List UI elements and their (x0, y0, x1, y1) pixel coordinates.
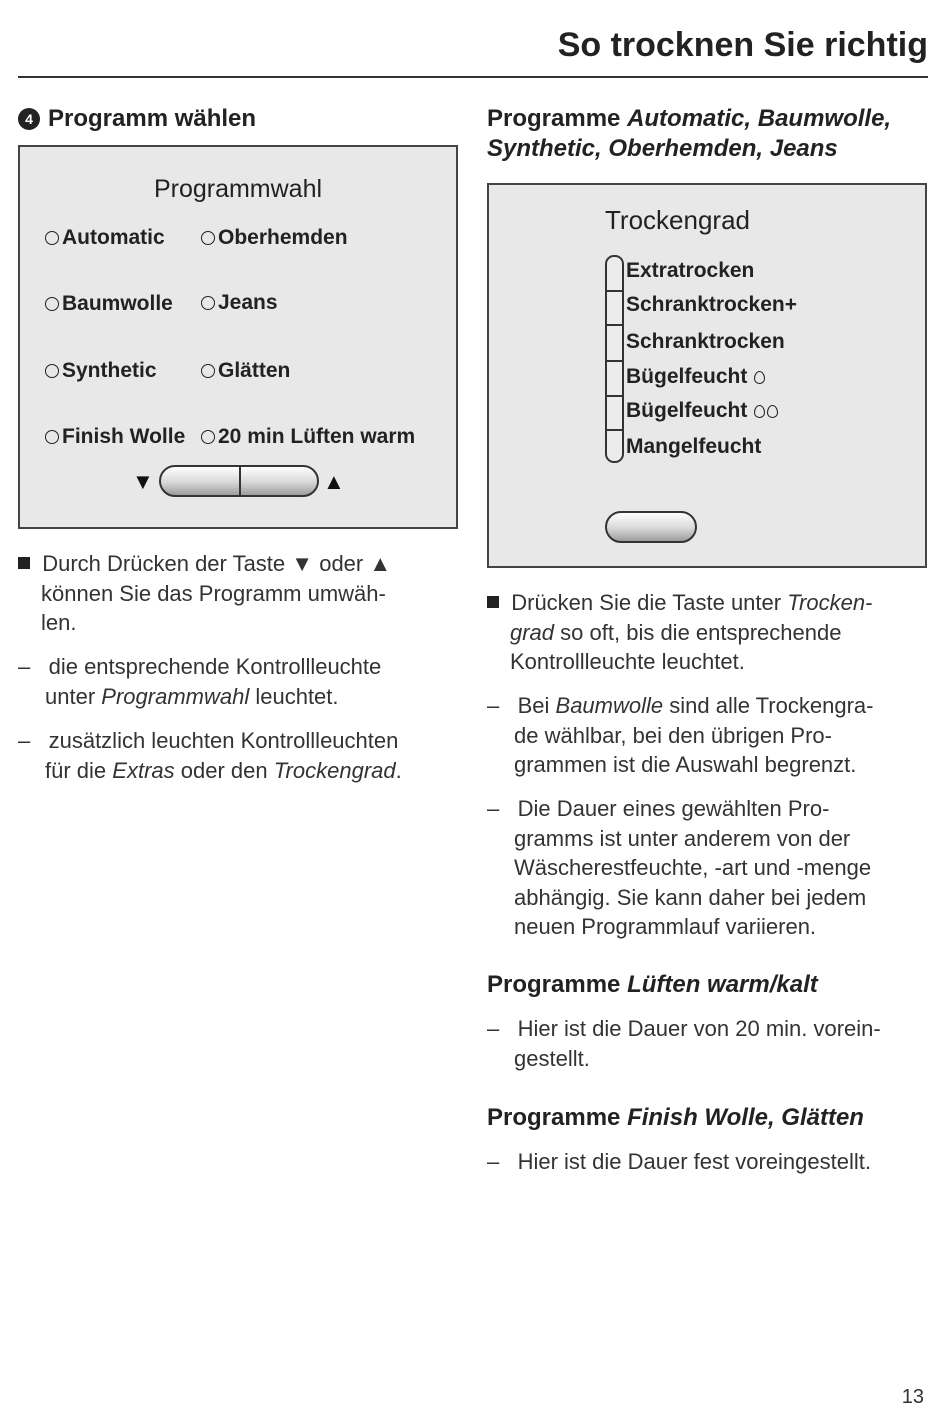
trockengrad-title: Trockengrad (605, 205, 750, 235)
water-drop-icon (754, 405, 765, 418)
water-drop-icon (754, 371, 765, 384)
indicator-light-icon (201, 364, 215, 378)
option-finish-wolle[interactable]: Finish Wolle (45, 424, 185, 450)
left-instruction: Durch Drücken der Taste ▼ oder ▲ können Sie das Programm umwäh- len. (18, 549, 458, 638)
rocker-divider (239, 467, 241, 495)
option-synthetic[interactable]: Synthetic (45, 358, 157, 384)
right-dash-item-3: – Hier ist die Dauer von 20 min. vorein- gestellt. (487, 1016, 881, 1071)
step-heading (18, 104, 256, 134)
level-extratrocken: Extratrocken (626, 259, 755, 282)
indicator-light-icon (201, 231, 215, 245)
indicator-light-icon (45, 430, 59, 444)
page-number: 13 (901, 1386, 924, 1408)
step-title: Programm wählen (48, 105, 257, 132)
level-schranktrocken-plus: Schranktrocken+ (626, 293, 797, 316)
option-automatic[interactable]: Automatic (45, 225, 165, 251)
indicator-light-icon (45, 231, 59, 245)
level-buegelfeucht-2: Bügelfeucht (626, 398, 778, 424)
right-dash-item-4: – Hier ist die Dauer fest voreingestellt. (487, 1149, 871, 1174)
step-number-badge: 4 (18, 108, 40, 130)
right-heading-2: Programme Lüften warm/kalt (487, 971, 818, 998)
level-mangelfeucht: Mangelfeucht (626, 435, 762, 458)
level-buegelfeucht-1: Bügelfeucht (626, 364, 765, 390)
indicator-light-icon (45, 364, 59, 378)
indicator-light-icon (45, 297, 59, 311)
option-glaetten[interactable]: Glätten (201, 358, 290, 384)
option-oberhemden[interactable]: Oberhemden (201, 225, 348, 251)
trockengrad-button[interactable] (605, 511, 697, 543)
trockengrad-panel (487, 183, 927, 568)
header-rule (18, 76, 928, 78)
right-heading-3: Programme Finish Wolle, Glätten (487, 1104, 864, 1131)
indicator-light-icon (201, 296, 215, 310)
dryness-level-scale (605, 255, 624, 463)
program-rocker-button[interactable] (159, 465, 319, 497)
left-dash-item-1: – die entsprechende Kontrollleuchte unter Programmwahl leuchtet. (18, 654, 382, 709)
right-instruction: Drücken Sie die Taste unter Trocken- grad so oft, bis die entsprechende Kontrollleuchte leuchtet. (487, 588, 927, 677)
programmwahl-title: Programmwahl (153, 175, 323, 203)
arrow-up-icon: ▲ (323, 469, 345, 494)
programmwahl-panel (18, 145, 458, 529)
water-drop-icon (767, 405, 778, 418)
level-schranktrocken: Schranktrocken (626, 330, 785, 353)
option-baumwolle[interactable]: Baumwolle (45, 291, 173, 317)
right-dash-item-1: – Bei Baumwolle sind alle Trockengra- de wählbar, bei den übrigen Pro- grammen ist die Auswahl begrenzt. (487, 693, 874, 777)
right-dash-item-2: – Die Dauer eines gewählten Pro- gramms ist unter anderem von der Wäscherestfeuchte, -art und -menge abhängig. Sie kann daher bei jedem neuen Programmlauf variieren. (487, 796, 872, 939)
left-dash-item-2: – zusätzlich leuchten Kontrollleuchten für die Extras oder den Trockengrad. (18, 728, 402, 783)
bullet-square-icon (487, 596, 499, 608)
option-jeans[interactable]: Jeans (201, 290, 278, 316)
arrow-down-icon: ▼ (132, 469, 154, 494)
option-20-min-lueften-warm[interactable]: 20 min Lüften warm (201, 424, 415, 450)
page-title: So trocknen Sie richtig (557, 26, 928, 64)
bullet-square-icon (18, 557, 30, 569)
indicator-light-icon (201, 430, 215, 444)
right-heading-1: Programme Automatic, Baumwolle, Synthetic, Oberhemden, Jeans (487, 105, 892, 162)
